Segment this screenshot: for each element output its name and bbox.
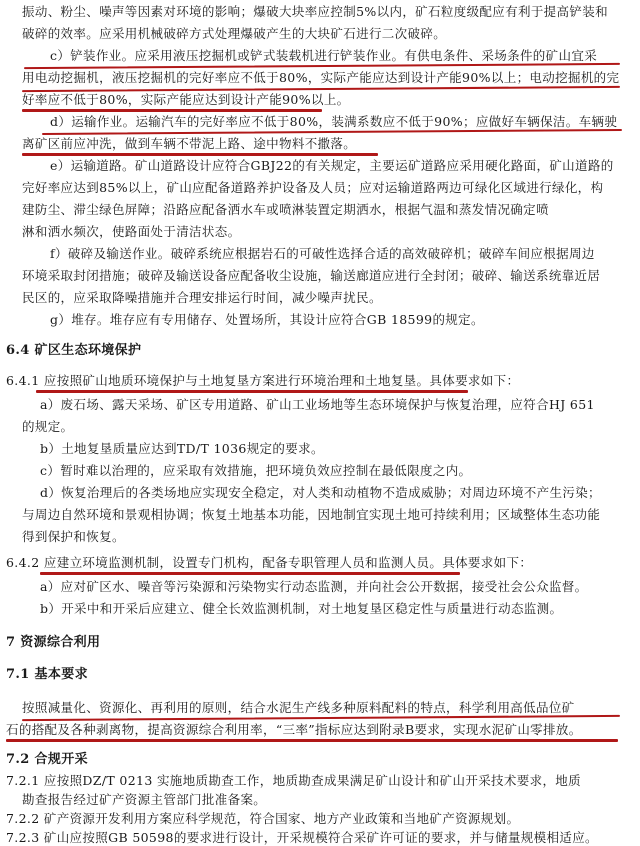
section-heading-6-4: 6.4 矿区生态环境保护	[6, 343, 142, 358]
section-heading-7: 7 资源综合利用	[6, 635, 101, 650]
text-line: 建防尘、滞尘绿色屏障；沿路应配备洒水车或喷淋装置定期洒水，根据气温和蒸发情况确定喷	[22, 202, 549, 217]
red-underline	[22, 109, 322, 112]
text-line: 按照减量化、资源化、再利用的原则，结合水泥生产线多种原料配料的特点，科学利用高低品位矿	[22, 700, 575, 715]
text-line: g）堆存。堆存应有专用储存、处置场所，其设计应符合GB 18599的规定。	[50, 312, 484, 327]
clause-7-2-1: 7.2.1 应按照DZ/T 0213 实施地质勘查工作，地质勘查成果满足矿山设计和矿山开采技术要求，地质	[6, 773, 581, 788]
text-line: 振动、粉尘、噪声等因素对环境的影响；爆破大块率应控制5%以内，矿石粒度级配应有利于提高铲装和	[22, 4, 608, 19]
text-line: 与周边自然环境和景观相协调；恢复土地基本功能，因地制宜实现土地可持续利用；区域整体生态功能	[22, 507, 601, 522]
text-line: 的规定。	[22, 419, 74, 434]
text-line: 用电动挖掘机，液压挖掘机的完好率应不低于80%，实际产能应达到设计产能90%以上；电动挖掘机的完	[22, 70, 620, 85]
text-line: d）运输作业。运输汽车的完好率应不低于80%，装满系数应不低于90%；应做好车辆保洁。车辆驶	[50, 114, 618, 129]
text-line: b）土地复垦质量应达到TD/T 1036规定的要求。	[40, 441, 324, 456]
clause-6-4-2: 6.4.2 应建立环境监测机制，设置专门机构，配备专职管理人员和监测人员。具体要求如下：	[6, 555, 533, 570]
text-line: 民区的，应采取降噪措施并合理安排运行时间，减少噪声扰民。	[22, 290, 382, 305]
text-line: 石的搭配及各种剥离物，提高资源综合利用率，“三率”指标应达到附录B要求，实现水泥矿山零排放。	[6, 722, 582, 737]
text-line: a）废石场、露天采场、矿区专用道路、矿山工业场地等生态环境保护与恢复治理，应符合HJ 651	[40, 397, 595, 412]
text-line: b）开采中和开采后应建立、健全长效监测机制，对土地复垦区稳定性与质量进行动态监测。	[40, 601, 563, 616]
text-line: 完好率应达到85%以上，矿山应配备道路养护设备及人员；应对运输道路两边可绿化区域进行绿化，构	[22, 180, 604, 195]
section-heading-7-2: 7.2 合规开采	[6, 752, 88, 767]
text-line: f）破碎及输送作业。破碎系统应根据岩石的可破性选择合适的高效破碎机；破碎车间应根据周边	[50, 246, 595, 261]
section-heading-7-1: 7.1 基本要求	[6, 667, 88, 682]
text-line: a）应对矿区水、噪音等污染源和污染物实行动态监测，并向社会公开数据，接受社会公众监督。	[40, 579, 588, 594]
text-line: c）暂时难以治理的，应采取有效措施，把环境负效应控制在最低限度之内。	[40, 463, 472, 478]
text-line: 破碎的效率。应采用机械破碎方式处理爆破产生的大块矿石进行二次破碎。	[22, 26, 447, 41]
text-line: d）恢复治理后的各类场地应实现安全稳定，对人类和动植物不造成威胁；对周边环境不产生污染；	[40, 485, 601, 500]
clause-6-4-1: 6.4.1 应按照矿山地质环境保护与土地复垦方案进行环境治理和土地复垦。具体要求如下：	[6, 373, 520, 388]
red-underline	[40, 572, 460, 575]
text-line: 勘查报告经过矿产资源主管部门批准备案。	[22, 792, 267, 807]
text-line: c）铲装作业。应采用液压挖掘机或铲式装载机进行铲装作业。有供电条件、采场条件的矿山宜采	[50, 48, 598, 63]
text-line: 环境采取封闭措施；破碎及输送设备应配备收尘设施，输送廊道应进行全封闭；破碎、输送系统靠近居	[22, 268, 601, 283]
clause-7-2-2: 7.2.2 矿产资源开发利用方案应科学规范，符合国家、地方产业政策和当地矿产资源规划。	[6, 811, 520, 826]
text-line: 好率应不低于80%，实际产能应达到设计产能90%以上。	[22, 92, 350, 107]
clause-7-2-3: 7.2.3 矿山应按照GB 50598的要求进行设计，开采规模符合采矿许可证的要求，并与储量规模相适应。	[6, 830, 598, 845]
red-underline	[22, 153, 378, 156]
text-line: 得到保护和恢复。	[22, 529, 125, 544]
red-underline	[6, 739, 618, 742]
text-line: 淋和洒水频次，使路面处于清洁状态。	[22, 224, 241, 239]
text-line: e）运输道路。矿山道路设计应符合GBJ22的有关规定，主要运矿道路应采用硬化路面，矿山道路的	[50, 158, 614, 173]
text-line: 离矿区前应冲洗，做到车辆不带泥上路、途中物料不撒落。	[22, 136, 357, 151]
red-underline	[36, 390, 468, 393]
